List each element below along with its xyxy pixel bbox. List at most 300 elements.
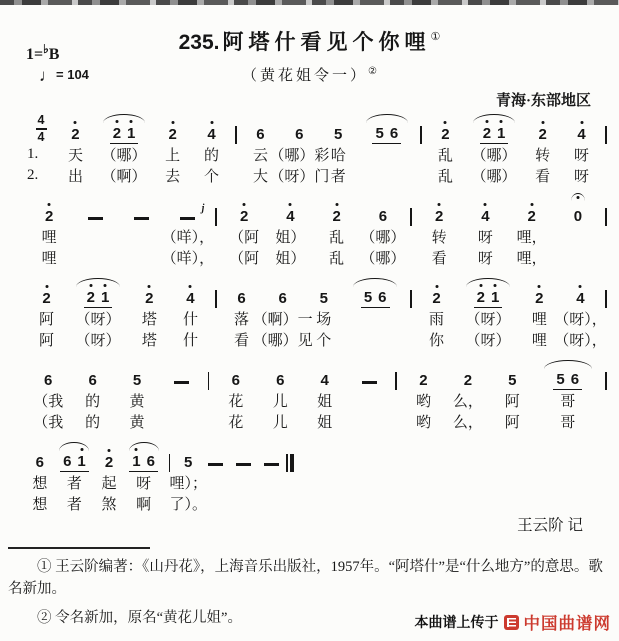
octave-dot <box>485 120 488 123</box>
note-digit: 1 <box>124 125 138 144</box>
note-digit: 2 <box>84 289 98 308</box>
note-column <box>26 438 54 514</box>
note-cluster <box>376 208 390 227</box>
note-digit: 6 <box>63 452 72 470</box>
lyric-verse2: 么， <box>452 415 483 431</box>
lyric-verse1: 云 <box>252 148 268 164</box>
lyric-verse1 <box>347 390 391 411</box>
flat-icon: ♭ <box>43 42 49 56</box>
octave-dot <box>45 285 48 288</box>
dash-column <box>161 192 215 268</box>
lyric-verse2: 啊 <box>136 497 152 513</box>
note-digit: 2 <box>432 208 446 227</box>
octave-dot <box>435 285 438 288</box>
octave-dot <box>484 203 487 206</box>
note-column <box>26 274 67 350</box>
lyric-spacer <box>231 144 241 165</box>
lyric-verse2: （呀）门 <box>269 169 330 185</box>
lyric-verse2: （啊） <box>101 169 147 185</box>
note-digit: 5 <box>319 289 328 307</box>
lyric-verse2: 者 <box>330 169 346 185</box>
lyric-verse1: 姐 <box>317 394 333 410</box>
lyric-verse1: 花 <box>228 394 244 410</box>
note-cluster <box>181 454 195 473</box>
lyric-spacer <box>285 472 295 493</box>
lyric-verse2: 的 <box>85 415 101 431</box>
lyric-spacer <box>204 390 214 411</box>
key-signature <box>26 42 59 64</box>
note-group-column <box>67 274 129 350</box>
lyric-verse1: （呀） <box>465 312 511 328</box>
lyric-verse1: （哪）彩 <box>269 148 330 164</box>
octave-dot <box>580 121 583 124</box>
note-cluster <box>292 126 306 145</box>
duration-dash <box>208 463 223 466</box>
note-digit: 2 <box>532 290 546 309</box>
note-column <box>490 356 534 432</box>
transcriber-credit: 王云阶 记 <box>517 517 583 534</box>
lyric-spacer <box>416 165 426 186</box>
note-cluster <box>331 126 345 145</box>
dash-column <box>119 192 165 268</box>
note-cluster <box>42 208 56 227</box>
barline-column <box>601 192 611 268</box>
octave-dot <box>104 284 107 287</box>
octave-dot <box>210 121 213 124</box>
note-column <box>562 110 601 186</box>
lyric-verse1: 的 <box>85 394 101 410</box>
note-cluster <box>165 126 179 145</box>
note-column <box>302 356 346 432</box>
lyric-verse1 <box>344 308 406 329</box>
note-column <box>319 110 358 186</box>
key-prefix: 1= <box>26 46 44 63</box>
lyric-verse1 <box>257 472 285 493</box>
lyric-verse2: （阿 <box>229 251 260 267</box>
subtitle-text: （黄花姐令一） <box>242 68 369 84</box>
region-label: 青海·东部地区 <box>495 93 591 109</box>
lyric-spacer <box>204 411 214 432</box>
lyric-verse2: 出 <box>67 169 83 185</box>
octave-dot <box>89 284 92 287</box>
dash-column <box>72 192 118 268</box>
lyric-verse1 <box>72 226 118 247</box>
lyric-spacer <box>601 308 611 329</box>
lyric-verse1: 雨 <box>429 312 445 328</box>
octave-dot <box>189 285 192 288</box>
time-signature-column <box>26 110 56 186</box>
duration-dash-wrap <box>88 217 103 226</box>
octave-dot <box>444 121 447 124</box>
song-title-text: 阿塔什看见个你哩 <box>222 31 431 54</box>
lyric-verse1: 呀 <box>136 476 152 492</box>
barline <box>215 290 217 308</box>
lyric-verse2 <box>119 247 165 268</box>
dash-column <box>202 438 230 514</box>
note-digit: 1 <box>98 289 112 308</box>
note-group-column <box>123 438 165 514</box>
music-system <box>26 110 611 186</box>
lyric-verse1: （哪） <box>360 230 406 246</box>
slur-arc <box>473 114 515 123</box>
duration-dash <box>180 217 195 220</box>
lyric-verse2: 呀 <box>574 169 590 185</box>
lyric-spacer <box>285 493 295 514</box>
lyric-verse2: 个 <box>204 169 220 185</box>
note-column <box>26 356 70 432</box>
lyric-verse1: 的 <box>204 148 220 164</box>
octave-dot <box>335 203 338 206</box>
lyric-verse2: （呀）， <box>554 333 607 349</box>
lyric-verse2: 什 <box>182 333 198 349</box>
note-digit: 5 <box>334 125 343 143</box>
note-cluster <box>474 289 503 309</box>
note-digit: 2 <box>329 208 343 227</box>
barline-column <box>601 110 611 186</box>
lyric-verse1: （阿 <box>229 230 260 246</box>
lyric-verse1: （我 <box>33 394 64 410</box>
lyric-verse2: 哥 <box>560 415 576 431</box>
note-digit: 5 <box>508 371 517 389</box>
note-digit: 6 <box>88 371 97 389</box>
site-logo-icon <box>504 615 519 630</box>
barline <box>395 372 397 390</box>
lyric-verse1: 哩 <box>41 230 57 246</box>
note-cluster <box>317 372 331 391</box>
note-digit: 6 <box>146 452 155 470</box>
barline-column <box>406 274 416 350</box>
note-digit: 2 <box>102 454 116 473</box>
barline <box>410 290 412 308</box>
note-column <box>70 356 114 432</box>
note-cluster <box>234 290 248 309</box>
lyric-verse2: 乱 <box>329 251 345 267</box>
lyric-verse1: 者 <box>66 476 82 492</box>
barline-column <box>204 356 214 432</box>
footnote-1 <box>8 557 609 601</box>
lyric-verse2: 姐 <box>317 415 333 431</box>
lyric-verse1: （咩）， <box>161 230 215 246</box>
note-cluster <box>429 290 443 309</box>
footnote-divider <box>8 547 150 549</box>
barline-column <box>601 274 611 350</box>
slur-arc <box>466 278 510 287</box>
final-bar-thick <box>290 454 294 472</box>
lyric-verse1: （哪） <box>101 148 147 164</box>
note-digit: 2 <box>474 289 488 308</box>
lyric-verse2 <box>257 493 285 514</box>
note-digit: 2 <box>524 208 538 227</box>
lyric-verse2 <box>344 329 406 350</box>
lyric-verse1: 哩 <box>531 312 547 328</box>
note-digit: 1 <box>129 453 143 472</box>
lyric-spacer <box>601 411 611 432</box>
lyric-verse1: 哩）； <box>169 476 207 492</box>
lyric-spacer <box>391 411 401 432</box>
duration-dash-wrap <box>208 463 223 472</box>
duration-dash <box>362 381 377 384</box>
lyric-verse1: 塔 <box>141 312 157 328</box>
lyric-spacer <box>601 247 611 268</box>
barline <box>605 208 607 226</box>
lyric-verse1: 黄 <box>129 394 145 410</box>
scan-artifact-strip <box>0 0 619 5</box>
lyric-verse1: 落 <box>234 312 250 328</box>
note-column <box>426 110 465 186</box>
note-digit: 5 <box>556 370 565 388</box>
slur-arc <box>59 442 89 451</box>
note-cluster <box>361 289 390 309</box>
lyric-verse1 <box>555 226 601 247</box>
octave-dot <box>500 120 503 123</box>
note-column <box>95 438 123 514</box>
note-cluster <box>237 208 251 227</box>
lyric-verse1: 阿 <box>504 394 520 410</box>
note-cluster <box>317 290 331 309</box>
note-cluster <box>372 125 401 145</box>
lyric-spacer <box>406 226 416 247</box>
octave-dot <box>80 448 83 451</box>
slur-arc <box>353 278 397 287</box>
note-digit: 6 <box>35 453 44 471</box>
final-bar-thin <box>286 454 288 472</box>
duration-dash-wrap <box>134 217 149 226</box>
quarter-note-icon: ♩ <box>39 66 56 85</box>
music-system <box>26 192 611 268</box>
note-group-column <box>358 110 416 186</box>
duration-dash <box>264 463 279 466</box>
barline <box>410 208 412 226</box>
note-digit: 6 <box>378 207 388 225</box>
lyric-verse1 <box>159 390 203 411</box>
lyric-verse1 <box>119 226 165 247</box>
lyric-spacer <box>406 329 416 350</box>
lyric-verse1: 转 <box>431 230 447 246</box>
note-digit: 6 <box>378 288 387 306</box>
duration-dash-wrap <box>264 463 279 472</box>
note-digit: 4 <box>204 126 218 145</box>
note-cluster <box>329 208 343 227</box>
note-cluster <box>438 126 452 145</box>
barline-column <box>211 192 221 268</box>
note-column <box>401 356 445 432</box>
octave-dot <box>171 121 174 124</box>
lyric-verse2: 2. <box>27 167 39 183</box>
lyric-verse1: 乱 <box>437 148 453 164</box>
note-column <box>416 274 457 350</box>
octave-dot <box>494 284 497 287</box>
note-digit: 4 <box>183 290 197 309</box>
title-footnote-ref: ① <box>430 31 441 43</box>
octave-dot <box>130 120 133 123</box>
note-column <box>192 110 231 186</box>
note-cluster <box>275 290 289 309</box>
lyric-spacer <box>391 390 401 411</box>
lyric-verse2: 大 <box>252 169 268 185</box>
song-title <box>0 26 619 56</box>
octave-dot <box>479 284 482 287</box>
note-column <box>416 192 462 268</box>
note-cluster <box>102 454 116 473</box>
lyric-verse2: 阿 <box>504 415 520 431</box>
lyric-verse1: （呀）， <box>554 312 607 328</box>
lyric-verse2: 看 <box>535 169 551 185</box>
note-column <box>258 356 302 432</box>
lyric-verse1: 哟 <box>415 394 431 410</box>
note-digit: 5 <box>375 124 384 142</box>
note-column <box>314 192 360 268</box>
note-digit: 2 <box>68 126 82 145</box>
duration-dash <box>174 381 189 384</box>
barline-column <box>391 356 401 432</box>
note-cluster <box>535 126 549 145</box>
lyric-verse2: 了）。 <box>169 497 207 513</box>
lyric-verse1: 起 <box>101 476 117 492</box>
note-digit: 6 <box>570 370 580 388</box>
lyric-verse2 <box>202 493 230 514</box>
dash-column <box>159 356 203 432</box>
note-digit: 4 <box>573 290 587 309</box>
note-cluster <box>432 208 446 227</box>
final-barline-column <box>285 438 295 514</box>
lyric-verse2: （哪）见 <box>252 333 313 349</box>
note-cluster <box>505 372 519 391</box>
lyric-verse2 <box>230 493 258 514</box>
note-digit: 2 <box>39 290 53 309</box>
lyric-verse2: 去 <box>165 169 181 185</box>
lyric-spacer <box>211 247 221 268</box>
note-digit: 2 <box>237 208 251 227</box>
note-digit: 2 <box>110 125 124 144</box>
time-signature <box>36 114 47 144</box>
note-column <box>169 438 207 514</box>
lyric-verse2 <box>72 247 118 268</box>
lyric-verse2: （咩）， <box>161 251 215 267</box>
lyric-spacer <box>601 390 611 411</box>
octave-dot <box>541 121 544 124</box>
lyric-verse1: 哈 <box>330 148 346 164</box>
lyric-spacer <box>406 308 416 329</box>
note-digit: 1 <box>494 125 508 144</box>
footnote-1-text: 王云阶编著：《山丹花》，上海音乐出版社，1957年。“阿塔什”是“什么地方”的意思。歌名新加。 <box>8 559 603 597</box>
barline-column <box>416 110 426 186</box>
duration-dash-wrap <box>174 381 189 390</box>
lyric-spacer <box>601 329 611 350</box>
note-digit: 2 <box>535 126 549 145</box>
barline <box>215 208 217 226</box>
note-digit: 2 <box>419 371 428 389</box>
music-system <box>26 438 295 514</box>
note-column <box>56 110 95 186</box>
note-group-column <box>54 438 96 514</box>
duration-dash-wrap <box>236 463 251 472</box>
note-column <box>170 274 211 350</box>
lyric-spacer <box>211 329 221 350</box>
grace-note-mark: j <box>201 203 205 215</box>
lyric-verse1: 天 <box>67 148 83 164</box>
note-column <box>303 274 344 350</box>
lyric-verse1: 儿 <box>272 394 288 410</box>
octave-dot <box>579 285 582 288</box>
note-digit: 2 <box>463 371 473 389</box>
octave-dot <box>115 120 118 123</box>
note-group-column <box>95 110 153 186</box>
music-system <box>26 356 611 432</box>
note-column <box>115 356 159 432</box>
lyric-verse2: 者 <box>66 497 82 513</box>
footnote-1-marker: ① <box>37 559 52 575</box>
barline <box>208 372 210 390</box>
lyric-verse2: 哩 <box>41 251 57 267</box>
note-digit: 2 <box>42 208 56 227</box>
octave-dot <box>148 285 151 288</box>
note-digit: 4 <box>283 208 297 227</box>
note-cluster <box>204 126 218 145</box>
duration-dash <box>88 217 103 220</box>
lyric-spacer <box>601 226 611 247</box>
duration-dash <box>134 217 149 220</box>
note-group-column <box>465 110 523 186</box>
note-digit: 6 <box>276 371 285 389</box>
octave-dot <box>530 203 533 206</box>
barline-column <box>406 192 416 268</box>
note-cluster <box>129 453 158 473</box>
note-digit: 6 <box>231 371 240 389</box>
note-column <box>446 356 490 432</box>
lyric-spacer <box>416 144 426 165</box>
lyric-verse1: 想 <box>32 476 48 492</box>
lyric-verse1: 姐） <box>275 230 306 246</box>
note-column <box>26 192 72 268</box>
barline-column <box>231 110 241 186</box>
slur-arc <box>366 114 408 123</box>
octave-dot <box>438 203 441 206</box>
lyric-verse1: （哪） <box>471 148 517 164</box>
note-column <box>269 110 330 186</box>
note-cluster <box>461 372 475 391</box>
lyric-verse1: 什 <box>182 312 198 328</box>
note-digit: 6 <box>389 124 399 142</box>
lyric-verse1 <box>202 472 230 493</box>
note-column <box>214 356 258 432</box>
note-column <box>360 192 406 268</box>
lyric-verse2: 乱 <box>437 169 453 185</box>
octave-dot <box>108 449 111 452</box>
lyric-verse1: 转 <box>535 148 551 164</box>
note-cluster <box>183 290 197 309</box>
note-cluster <box>478 208 492 227</box>
lyric-verse2: （呀） <box>465 333 511 349</box>
time-signature-numerator: 4 <box>37 113 45 128</box>
note-column <box>509 192 555 268</box>
note-digit: 6 <box>295 125 304 143</box>
footnote-2-text: 令名新加，原名“黄花儿姐”。 <box>55 609 242 626</box>
note-column <box>523 110 562 186</box>
lyric-verse1: 1. <box>27 146 39 162</box>
upload-credit <box>415 610 612 634</box>
lyric-verse1: 呀 <box>477 230 493 246</box>
barline <box>235 126 237 144</box>
lyric-verse2: （我 <box>33 415 64 431</box>
fermata-icon <box>571 193 585 201</box>
lyric-verse2: 花 <box>228 415 244 431</box>
note-cluster <box>416 372 430 391</box>
lyric-spacer <box>211 308 221 329</box>
note-column <box>267 192 313 268</box>
lyric-verse1 <box>230 472 258 493</box>
note-cluster <box>41 372 55 391</box>
lyric-verse2: 阿 <box>39 333 55 349</box>
